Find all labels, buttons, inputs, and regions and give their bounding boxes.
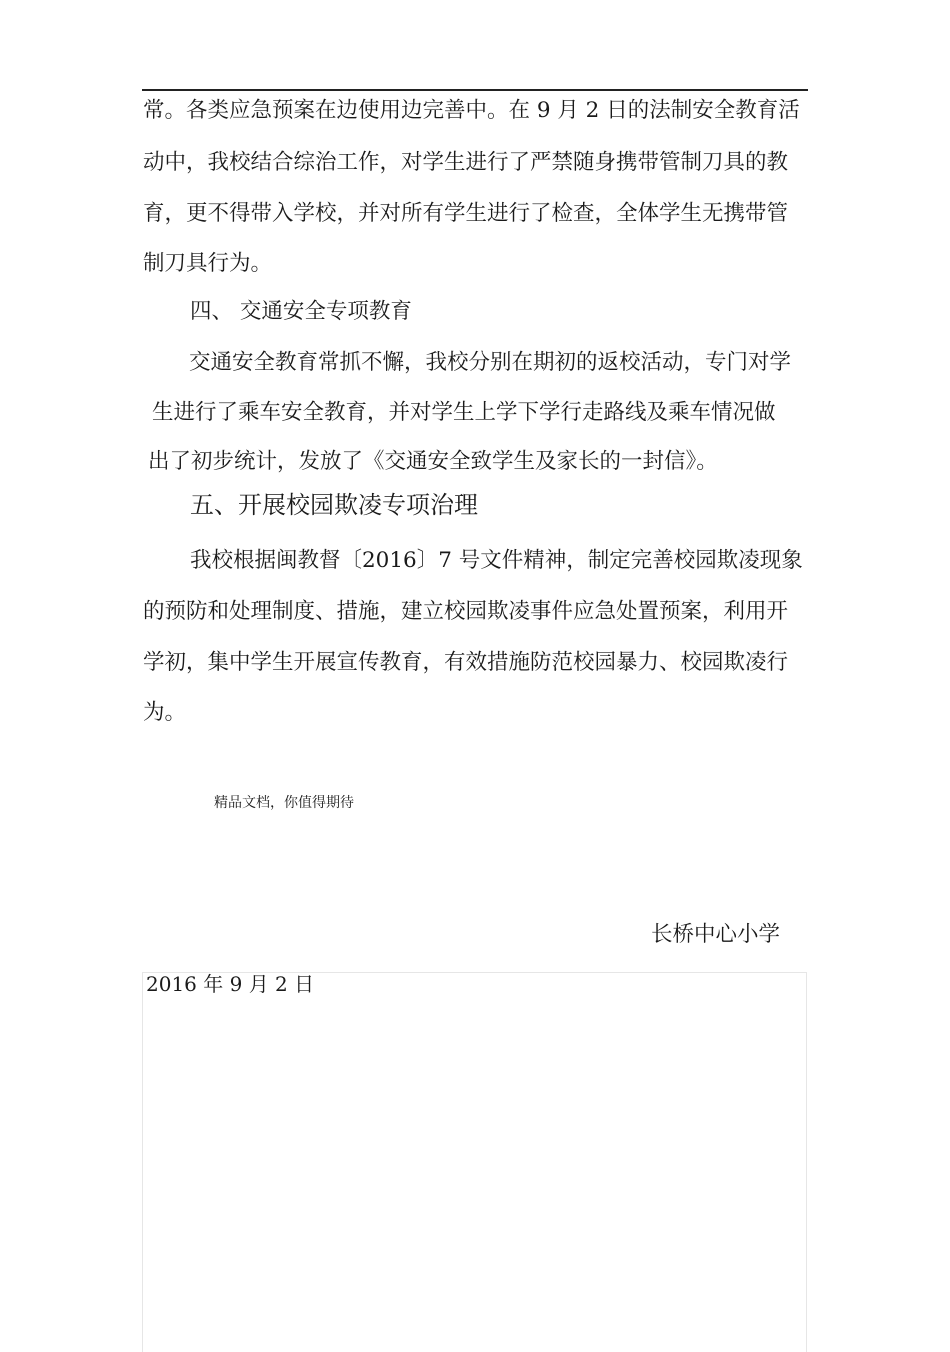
paragraph-line: 出了初步统计，发放了《交通安全致学生及家长的一封信》。 xyxy=(148,449,718,474)
signature: 长桥中心小学 xyxy=(651,922,781,947)
date: 2016 年 9 月 2 日 xyxy=(146,972,315,996)
paragraph-line: 为。 xyxy=(143,700,187,725)
section4-heading: 四、 交通安全专项教育 xyxy=(190,299,412,324)
paragraph-line: 常。各类应急预案在边使用边完善中。在 9 月 2 日的法制安全教育活 xyxy=(143,98,800,123)
paragraph-line: 的预防和处理制度、措施，建立校园欺凌事件应急处置预案，利用开 xyxy=(143,599,789,624)
paragraph-line: 动中，我校结合综治工作，对学生进行了严禁随身携带管制刀具的教 xyxy=(143,150,789,175)
header-rule xyxy=(142,89,808,91)
paragraph-line: 学初，集中学生开展宣传教育，有效措施防范校园暴力、校园欺凌行 xyxy=(143,650,789,675)
footer-note: 精品文档，你值得期待 xyxy=(214,795,354,811)
paragraph-line: 育，更不得带入学校，并对所有学生进行了检查，全体学生无携带管 xyxy=(143,201,789,226)
paragraph-line: 制刀具行为。 xyxy=(143,251,273,276)
paragraph-line: 交通安全教育常抓不懈，我校分别在期初的返校活动，专门对学 xyxy=(189,350,792,375)
section5-heading: 五、开展校园欺凌专项治理 xyxy=(190,491,478,519)
paragraph-line: 生进行了乘车安全教育，并对学生上学下学行走路线及乘车情况做 xyxy=(152,400,776,425)
signature-box xyxy=(142,972,807,1352)
paragraph-line: 我校根据闽教督〔2016〕7 号文件精神，制定完善校园欺凌现象 xyxy=(190,548,803,573)
